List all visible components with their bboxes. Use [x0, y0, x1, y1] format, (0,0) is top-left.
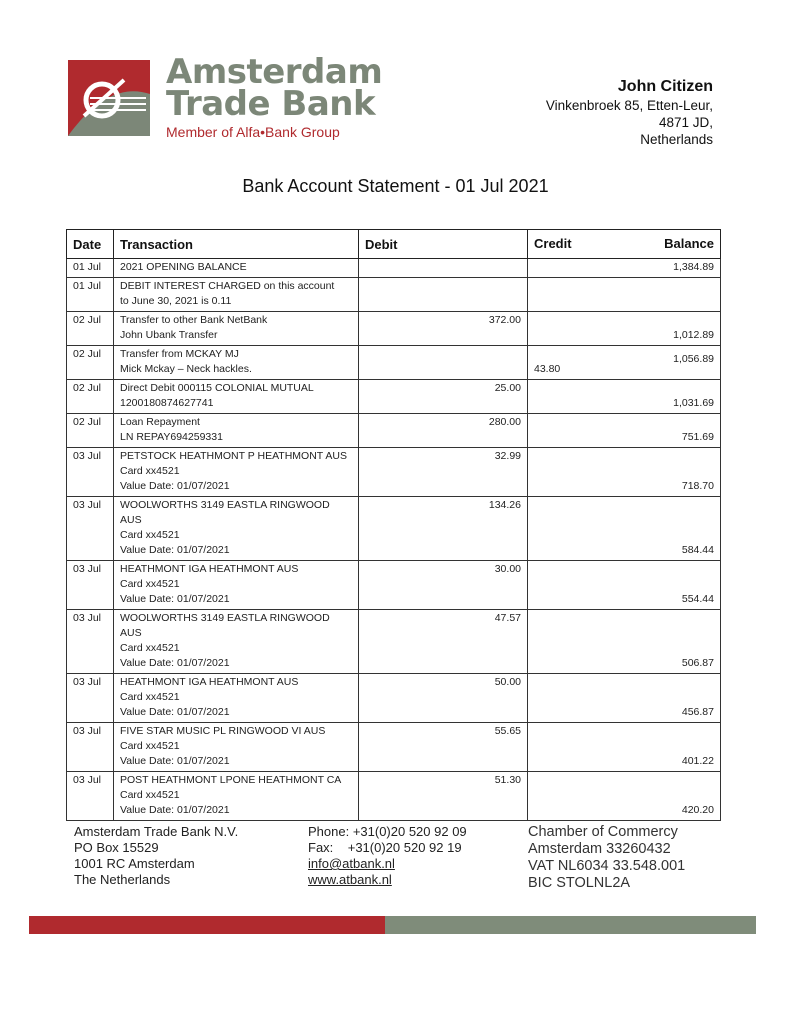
row-credit-balance	[528, 497, 721, 561]
footer-registry-line: VAT NL6034 33.548.001	[528, 858, 686, 874]
header-credit: Credit	[534, 236, 572, 251]
row-transaction	[114, 772, 359, 821]
row-date: 03 Jul	[67, 723, 114, 772]
transaction-line: FIVE STAR MUSIC PL RINGWOOD VI AUS	[120, 725, 326, 737]
row-date: 03 Jul	[67, 497, 114, 561]
transaction-line: HEATHMONT IGA HEATHMONT AUS	[120, 676, 299, 688]
transaction-line: Transfer to other Bank NetBank	[120, 314, 268, 326]
table-row	[67, 561, 721, 610]
row-balance: 1,056.89	[673, 353, 714, 365]
row-transaction	[114, 723, 359, 772]
table-row	[67, 723, 721, 772]
row-debit: 134.26	[359, 497, 528, 561]
table-header-row	[67, 230, 721, 259]
footer-address-line: Amsterdam Trade Bank N.V.	[74, 824, 239, 839]
row-balance: 401.22	[681, 755, 714, 767]
footer-address	[74, 824, 238, 888]
table-row	[67, 278, 721, 312]
statement-title: Bank Account Statement - 01 Jul 2021	[242, 176, 549, 196]
header-transaction: Transaction	[114, 230, 359, 259]
table-row	[67, 259, 721, 278]
table-row	[67, 346, 721, 380]
customer-name: John Citizen	[617, 78, 713, 95]
transaction-line: Mick Mckay – Neck hackles.	[120, 363, 252, 375]
transaction-line: Card xx4521	[120, 642, 180, 654]
table-row	[67, 772, 721, 821]
transaction-line: HEATHMONT IGA HEATHMONT AUS	[120, 563, 299, 575]
transaction-line: AUS	[120, 514, 142, 526]
transaction-line: Card xx4521	[120, 789, 180, 801]
header-credit-balance	[528, 230, 721, 259]
row-date: 03 Jul	[67, 772, 114, 821]
footer-registry-line: Amsterdam 33260432	[528, 841, 671, 857]
footer-address-line: The Netherlands	[74, 872, 171, 887]
row-date: 02 Jul	[67, 414, 114, 448]
transaction-line: Card xx4521	[120, 740, 180, 752]
row-transaction	[114, 312, 359, 346]
bank-name-line2: Trade Bank	[166, 84, 376, 124]
footer-address-line: 1001 RC Amsterdam	[74, 856, 195, 871]
transaction-line: John Ubank Transfer	[120, 329, 218, 341]
row-debit: 372.00	[359, 312, 528, 346]
row-date: 01 Jul	[67, 278, 114, 312]
row-credit-balance	[528, 259, 721, 278]
row-transaction	[114, 259, 359, 278]
transaction-line: Value Date: 01/07/2021	[120, 480, 230, 492]
row-date: 02 Jul	[67, 312, 114, 346]
transaction-line: 2021 OPENING BALANCE	[120, 261, 247, 273]
row-debit: 55.65	[359, 723, 528, 772]
bank-member-tagline: Member of Alfa•Bank Group	[166, 124, 340, 140]
row-balance: 1,031.69	[673, 397, 714, 409]
row-credit: 43.80	[534, 363, 561, 375]
transaction-line: WOOLWORTHS 3149 EASTLA RINGWOOD	[120, 499, 330, 511]
header-date: Date	[67, 230, 114, 259]
transaction-line: to June 30, 2021 is 0.11	[120, 295, 232, 307]
row-date: 02 Jul	[67, 380, 114, 414]
header-debit: Debit	[359, 230, 528, 259]
header-balance: Balance	[664, 236, 714, 251]
transaction-line: Card xx4521	[120, 529, 180, 541]
row-balance: 554.44	[681, 593, 714, 605]
footer-fax: Fax: +31(0)20 520 92 19	[308, 840, 462, 855]
row-balance: 718.70	[681, 480, 714, 492]
table-row	[67, 414, 721, 448]
row-debit: 32.99	[359, 448, 528, 497]
row-transaction	[114, 278, 359, 312]
transaction-line: Transfer from MCKAY MJ	[120, 348, 239, 360]
row-date: 03 Jul	[67, 448, 114, 497]
row-credit-balance	[528, 448, 721, 497]
transaction-line: LN REPAY694259331	[120, 431, 223, 443]
row-debit: 47.57	[359, 610, 528, 674]
transaction-line: Value Date: 01/07/2021	[120, 755, 230, 767]
table-row	[67, 674, 721, 723]
row-debit: 50.00	[359, 674, 528, 723]
row-transaction	[114, 610, 359, 674]
row-balance: 456.87	[681, 706, 714, 718]
customer-address-line: Vinkenbroek 85, Etten-Leur,	[545, 98, 713, 113]
row-credit-balance	[528, 723, 721, 772]
row-balance: 506.87	[681, 657, 714, 669]
footer-registry	[528, 824, 685, 892]
transaction-line: 1200180874627741	[120, 397, 214, 409]
row-balance: 751.69	[681, 431, 714, 443]
row-debit	[359, 278, 528, 312]
transaction-line: Card xx4521	[120, 691, 180, 703]
row-credit-balance	[528, 346, 721, 380]
transaction-line: PETSTOCK HEATHMONT P HEATHMONT AUS	[120, 450, 347, 462]
logo-emblem-icon	[68, 60, 150, 136]
transaction-line: POST HEATHMONT LPONE HEATHMONT CA	[120, 774, 342, 786]
transaction-line: Value Date: 01/07/2021	[120, 544, 230, 556]
transactions-table	[66, 229, 721, 821]
row-date: 02 Jul	[67, 346, 114, 380]
row-debit	[359, 259, 528, 278]
row-debit: 25.00	[359, 380, 528, 414]
footer-bar-red	[29, 916, 385, 934]
row-date: 03 Jul	[67, 561, 114, 610]
table-row	[67, 312, 721, 346]
transaction-line: Loan Repayment	[120, 416, 200, 428]
table-row	[67, 448, 721, 497]
row-balance: 1,384.89	[673, 261, 714, 273]
row-credit-balance	[528, 278, 721, 312]
row-date: 03 Jul	[67, 610, 114, 674]
bank-name-line1: Amsterdam	[166, 52, 383, 92]
transaction-line: Direct Debit 000115 COLONIAL MUTUAL	[120, 382, 314, 394]
row-credit-balance	[528, 561, 721, 610]
row-transaction	[114, 497, 359, 561]
bank-logo	[68, 52, 383, 144]
row-debit	[359, 346, 528, 380]
transaction-line: Value Date: 01/07/2021	[120, 804, 230, 816]
transaction-line: WOOLWORTHS 3149 EASTLA RINGWOOD	[120, 612, 330, 624]
footer-registry-line: Chamber of Commercy	[528, 824, 678, 840]
customer-address-block	[546, 77, 713, 148]
transaction-line: Value Date: 01/07/2021	[120, 593, 230, 605]
footer-email-link[interactable]: info@atbank.nl	[308, 856, 395, 871]
row-transaction	[114, 448, 359, 497]
table-row	[67, 497, 721, 561]
row-transaction	[114, 414, 359, 448]
footer-registry-line: BIC STOLNL2A	[528, 875, 631, 891]
row-debit: 30.00	[359, 561, 528, 610]
transaction-line: DEBIT INTEREST CHARGED on this account	[120, 280, 335, 292]
row-transaction	[114, 380, 359, 414]
footer-website-link[interactable]: www.atbank.nl	[308, 872, 392, 887]
row-credit-balance	[528, 312, 721, 346]
bank-name	[166, 52, 383, 124]
transaction-line: Value Date: 01/07/2021	[120, 657, 230, 669]
footer-phone: Phone: +31(0)20 520 92 09	[308, 824, 467, 839]
transaction-line: Card xx4521	[120, 465, 180, 477]
footer-bar-grey	[385, 916, 756, 934]
row-debit: 51.30	[359, 772, 528, 821]
footer-contact	[308, 824, 467, 888]
row-credit-balance	[528, 380, 721, 414]
transaction-line: AUS	[120, 627, 142, 639]
row-balance: 584.44	[681, 544, 714, 556]
row-credit-balance	[528, 610, 721, 674]
row-transaction	[114, 346, 359, 380]
row-debit: 280.00	[359, 414, 528, 448]
row-balance: 420.20	[681, 804, 714, 816]
customer-address-line: 4871 JD,	[658, 115, 713, 130]
row-credit-balance	[528, 414, 721, 448]
transaction-line: Card xx4521	[120, 578, 180, 590]
row-balance: 1,012.89	[673, 329, 714, 341]
footer-address-line: PO Box 15529	[74, 840, 159, 855]
row-credit-balance	[528, 772, 721, 821]
row-date: 03 Jul	[67, 674, 114, 723]
customer-address-line: Netherlands	[640, 132, 713, 147]
row-date: 01 Jul	[67, 259, 114, 278]
table-row	[67, 380, 721, 414]
row-transaction	[114, 561, 359, 610]
row-credit-balance	[528, 674, 721, 723]
row-transaction	[114, 674, 359, 723]
transaction-line: Value Date: 01/07/2021	[120, 706, 230, 718]
table-row	[67, 610, 721, 674]
